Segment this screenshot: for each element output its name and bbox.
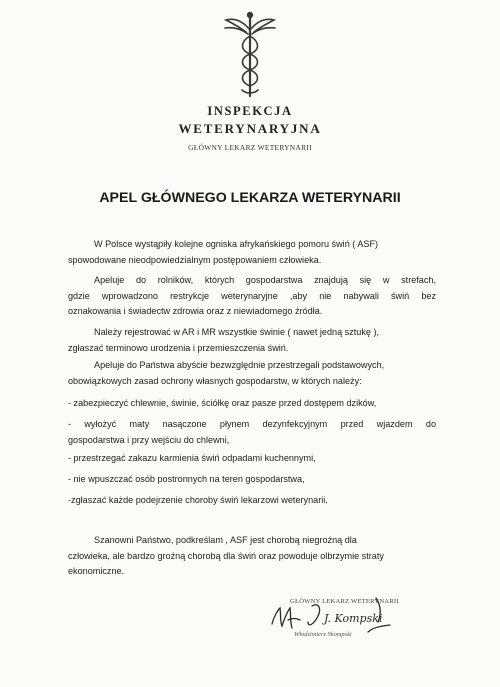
bullet-4-text: - nie wpuszczać osób postronnych na teren gospodarstwa, — [68, 474, 305, 484]
document-title: APEL GŁÓWNEGO LEKARZA WETERYNARII — [99, 190, 401, 206]
paragraph-3-line-2: zgłaszać terminowo urodzenia i przemieszczenia świń. — [68, 342, 289, 353]
bullet-3 — [68, 451, 436, 467]
org-name-line2: WETERYNARYJNA — [178, 121, 322, 136]
closing-paragraph — [68, 533, 436, 580]
paragraph-1-line-1: W Polsce wystąpiły kolejne ogniska afrykańskiego pomoru świń ( ASF) — [94, 239, 379, 249]
bullet-2-line-1: - wyłożyć maty nasączone płynem dezynfekcyjnym przed wjazdem do — [68, 419, 436, 429]
closing-line-2: człowieka, ale bardzo groźną chorobą dla świń oraz powoduje olbrzymie straty — [68, 550, 384, 561]
signature-stamp — [268, 592, 408, 642]
paragraph-2-line-2: gdzie wprowadzono restrykcje weterynaryjne ,aby nie nabywali świń bez — [68, 290, 436, 301]
stamp-name: Włodzimierz Skompski — [294, 631, 352, 638]
bullet-4 — [68, 472, 436, 488]
paragraph-2-line-3: oznakowania i świadectw zdrowia oraz z niewiadomego źródła. — [68, 306, 323, 316]
bullet-1 — [68, 396, 436, 412]
paragraph-2 — [68, 273, 436, 320]
bullet-2-line-2: gospodarstwa i przy wejściu do chlewni, — [68, 434, 230, 445]
org-name-line1: INSPEKCJA — [207, 104, 293, 118]
paragraph-1-line-2: spowodowane nieodpowiedzialnym postępowaniem człowieka. — [68, 254, 322, 265]
bullet-5-text: -zgłaszać każde podejrzenie choroby świń lekarzowi weterynarii. — [68, 495, 328, 505]
bullet-1-text: - zabezpieczyć chlewnie, świnie, ściółkę oraz pasze przed dostępem dzików, — [68, 398, 377, 408]
org-subtitle: GŁÓWNY LEKARZ WETERYNARII — [188, 143, 312, 152]
paragraph-2-line-1: Apeluje do rolników, których gospodarstwa znajdują się w strefach, — [94, 275, 436, 285]
paragraph-3 — [68, 325, 436, 356]
veterinary-inspection-logo — [220, 10, 280, 100]
closing-line-1: Szanowni Państwo, podkreślam , ASF jest chorobą niegroźną dla — [94, 535, 357, 545]
stamp-title: GŁÓWNY LEKARZ WETERYNARII — [290, 598, 399, 605]
closing-line-3: ekonomiczne. — [68, 566, 125, 576]
bullet-3-text: - przestrzegać zakazu karmienia świń odpadami kuchennymi, — [68, 453, 316, 463]
paragraph-4-line-2: obowiązkowych zasad ochrony własnych gospodarstw, w których należy: — [68, 375, 362, 386]
signed-name: J. Kompski — [324, 612, 383, 625]
bullet-2 — [68, 417, 436, 448]
paragraph-4-line-1: Apeluje do Państwa abyście bezwzględnie przestrzegali podstawowych, — [94, 360, 385, 370]
paragraph-4 — [68, 358, 436, 389]
paragraph-1 — [68, 237, 436, 268]
bullet-5 — [68, 493, 436, 509]
paragraph-3-line-1: Należy rejestrować w AR i MR wszystkie świnie ( nawet jedną sztukę ), — [94, 327, 380, 337]
